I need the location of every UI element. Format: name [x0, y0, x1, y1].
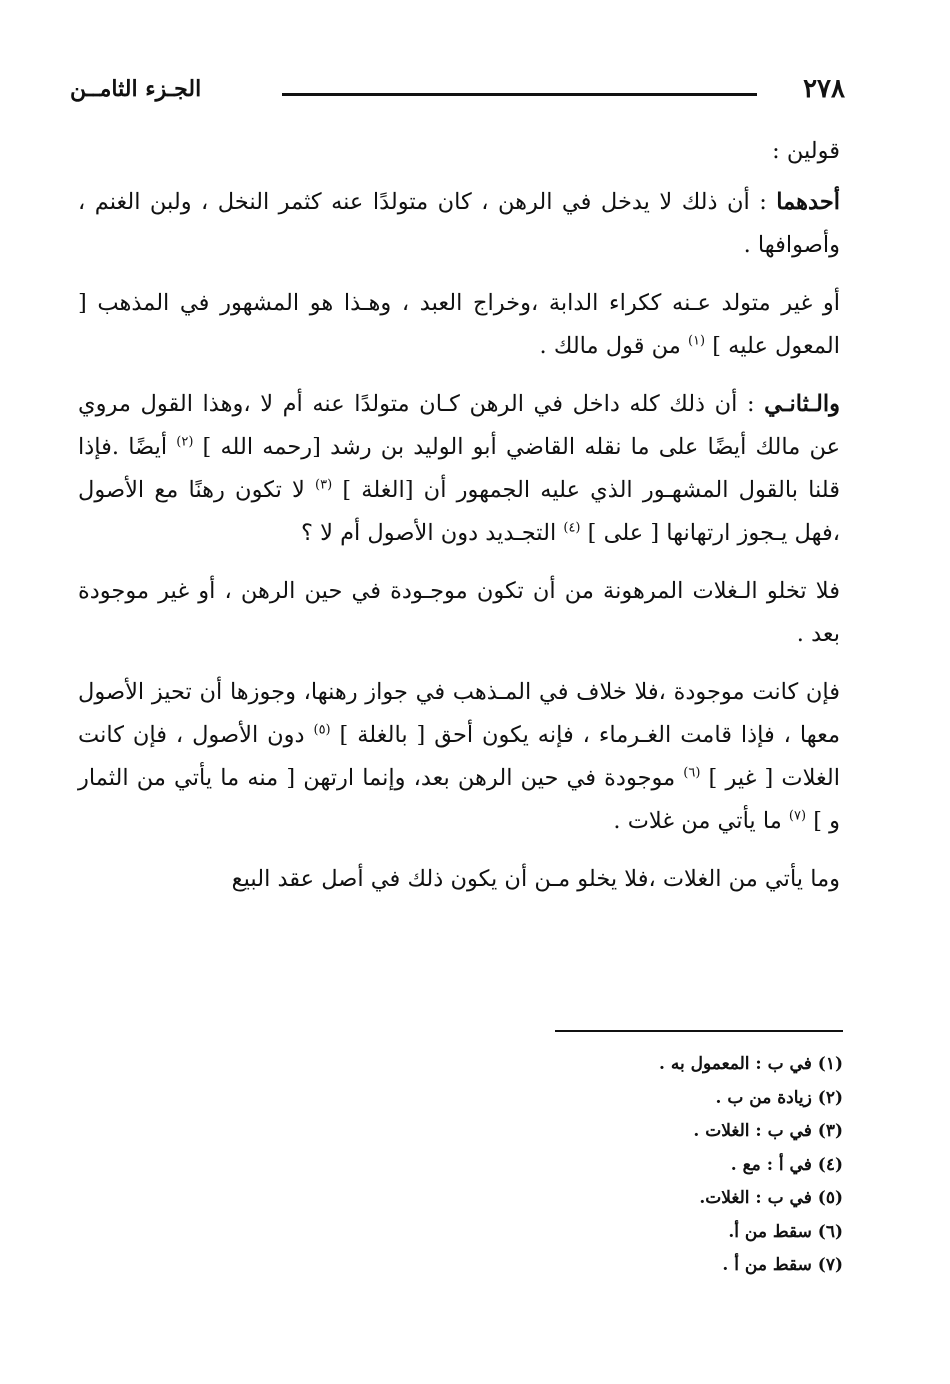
paragraph-lead: أحدهما: [776, 189, 840, 215]
paragraph-text: : أن ذلك كله داخل في الرهن كـان متولدًا عنه أم لا ،وهذا القول مروي عن مالك أيضًا على ما نقله القاضي أبو الوليد بن رشد [رحمه الله ]: [78, 391, 840, 460]
paragraph: [78, 570, 840, 656]
paragraph-text: دون الأصول ، فإن كانت الغلات [ غير ]: [78, 722, 840, 791]
footnotes: [443, 1048, 843, 1283]
paragraph-text: لا تكون رهنًا مع الأصول ،فهل يـجوز ارتهانها [ على ]: [78, 477, 840, 546]
footnote: (٣) في ب : الغلات .: [693, 1121, 843, 1141]
footnote: (١) في ب : المعمول به .: [659, 1054, 843, 1074]
footnote-rule: [555, 1030, 843, 1032]
paragraph-text: فلا تخلو الـغلات المرهونة من أن تكون موجـودة في حين الرهن ، أو غير موجودة بعد .: [78, 578, 840, 647]
footnote-marker: (٥): [313, 722, 331, 738]
page-header: [70, 74, 845, 114]
paragraph-lead: والـثانـي: [764, 391, 840, 417]
paragraph-text: التجـديد دون الأصول أم لا ؟: [301, 520, 564, 546]
part-title: الجـزء الثامــن: [70, 76, 202, 102]
paragraph-text: موجودة في حين الرهن بعد، وإنما ارتهن [ منه ما يأتي من الثمار و ]: [78, 765, 840, 834]
paragraph: [78, 282, 840, 368]
footnote: (٢) زيادة من ب .: [715, 1087, 843, 1108]
paragraph-text: من قول مالك .: [539, 333, 688, 359]
paragraph: [78, 858, 840, 901]
footnote-marker: (٤): [563, 520, 581, 536]
footnote-marker: (٦): [683, 765, 701, 781]
paragraph-text: وما يأتي من الغلات ،فلا يخلو مـن أن يكون ذلك في أصل عقد البيع: [231, 866, 840, 892]
footnote-marker: (٣): [315, 477, 333, 493]
footnote: (٧) سقط من أ .: [722, 1255, 843, 1275]
page-number: ٢٧٨: [803, 74, 845, 104]
paragraph-text: ما يأتي من غلات .: [613, 808, 789, 834]
body-text: [78, 130, 840, 916]
paragraph-text: أيضًا .فإذا قلنا بالقول المشهـور الذي عليه الجمهور أن [الغلة ]: [78, 434, 840, 503]
paragraph: [78, 671, 840, 843]
paragraph-text: أو غير متولد عـنه ككراء الدابة ،وخراج العبد ، وهـذا هو المشهور في المذهب [ المعول عليه ]: [78, 290, 840, 359]
footnote-marker: (١): [687, 333, 706, 349]
footnote-marker: (٧): [788, 808, 807, 824]
footnote: (٤) في أ : مع .: [730, 1154, 843, 1175]
paragraph: [78, 181, 840, 267]
footnote: (٥) في ب : الغلات.: [699, 1188, 843, 1208]
footnote-marker: (٢): [176, 434, 194, 450]
paragraph-text: فإن كانت موجودة ،فلا خلاف في المـذهب في جواز رهنها، وجوزها أن تحيز الأصول معها ، فإذا قامت الغـرماء ، فإنه يكون أحق [ بالغلة ]: [78, 679, 840, 748]
paragraph-text: : أن ذلك لا يدخل في الرهن ، كان متولدًا عنه كثمر النخل ، ولبن الغنم ، وأصوافها .: [78, 189, 840, 258]
footnote: (٦) سقط من أ.: [728, 1221, 843, 1242]
header-rule: [282, 93, 757, 96]
paragraph-text: قولين :: [772, 138, 840, 164]
paragraph: [78, 130, 840, 173]
paragraph: [78, 383, 840, 555]
